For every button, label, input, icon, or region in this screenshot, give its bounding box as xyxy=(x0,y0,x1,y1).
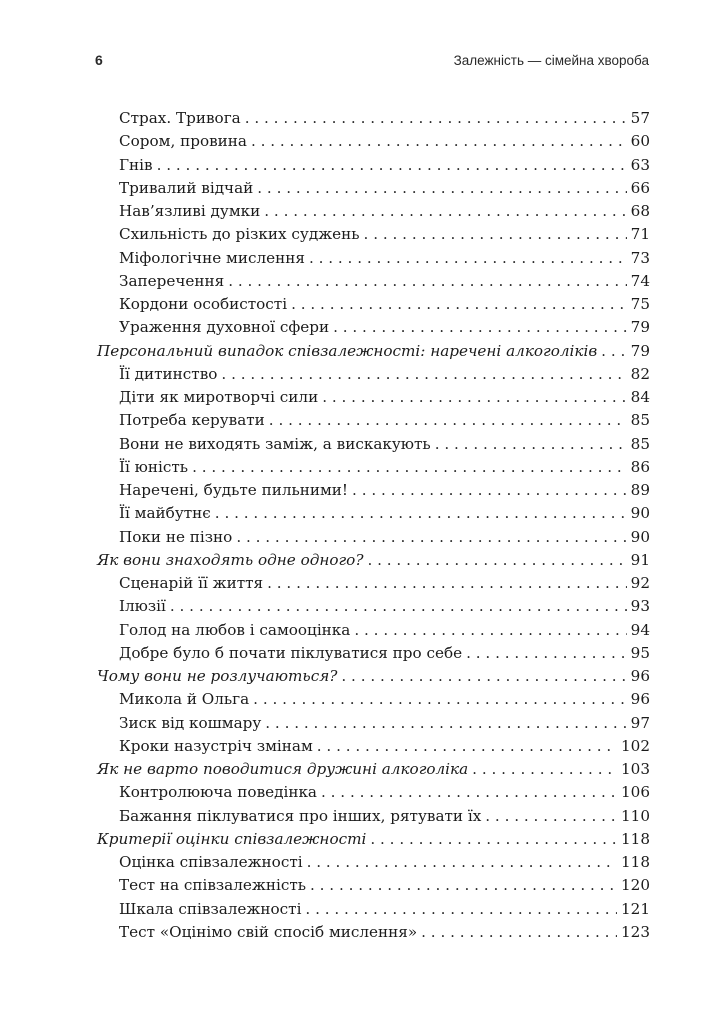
toc-entry-title: Її дитинство xyxy=(119,364,218,383)
toc-section-entry xyxy=(97,549,650,572)
dot-leader xyxy=(157,154,627,177)
toc-section-entry xyxy=(97,340,650,363)
dot-leader xyxy=(421,921,617,944)
dot-leader xyxy=(354,619,626,642)
dot-leader xyxy=(291,293,627,316)
toc-subsection-entry xyxy=(97,456,650,479)
toc-entry-page-number: 66 xyxy=(630,178,650,197)
dot-leader xyxy=(221,363,626,386)
toc-subsection-entry xyxy=(97,386,650,409)
toc-entry-title: Шкала співзалежності xyxy=(119,899,302,918)
toc-subsection-entry xyxy=(97,572,650,595)
toc-entry-title: Вони не виходять заміж, а вискакують xyxy=(119,434,431,453)
toc-entry-title: Як не варто поводитися дружині алкоголіка xyxy=(97,760,469,778)
dot-leader xyxy=(264,200,626,223)
toc-entry-page-number: 63 xyxy=(630,155,650,174)
toc-subsection-entry xyxy=(97,479,650,502)
dot-leader xyxy=(367,549,626,572)
toc-entry-title: Тест «Оцінімо свій спосіб мислення» xyxy=(119,922,418,941)
toc-subsection-entry xyxy=(97,409,650,432)
page-number: 6 xyxy=(95,52,103,68)
toc-entry-page-number: 96 xyxy=(630,690,650,709)
toc-entry-title: Оцінка співзалежності xyxy=(119,853,303,871)
toc-section-entry xyxy=(97,758,650,781)
toc-entry-title: Тест на співзалежність xyxy=(119,876,306,895)
toc-subsection-entry xyxy=(97,177,650,200)
toc-entry-title: Діти як миротворчі сили xyxy=(119,388,319,406)
toc-subsection-entry xyxy=(97,526,650,549)
dot-leader xyxy=(341,665,626,688)
dot-leader xyxy=(228,270,626,293)
dot-leader xyxy=(251,130,627,153)
toc-entry-title: Персональний випадок співзалежності: наречені алкоголіків xyxy=(97,341,598,360)
toc-entry-title: Зиск від кошмару xyxy=(119,713,262,732)
dot-leader xyxy=(601,340,627,363)
dot-leader xyxy=(310,874,617,897)
toc-subsection-entry xyxy=(97,247,650,270)
toc-subsection-entry xyxy=(97,107,650,130)
dot-leader xyxy=(364,223,627,246)
running-title: Залежність — сімейна хвороба xyxy=(453,52,649,68)
toc-entry-title: Ураження духовної сфери xyxy=(119,318,330,337)
toc-subsection-entry xyxy=(97,130,650,153)
toc-subsection-entry xyxy=(97,270,650,293)
toc-entry-title: Микола й Ольга xyxy=(119,690,250,709)
toc-entry-page-number: 94 xyxy=(630,620,650,639)
toc-subsection-entry xyxy=(97,688,650,711)
dot-leader xyxy=(322,386,626,409)
dot-leader xyxy=(321,781,617,804)
toc-subsection-entry xyxy=(97,851,650,874)
toc-entry-title: Поки не пізно xyxy=(119,527,233,546)
toc-subsection-entry xyxy=(97,595,650,618)
toc-entry-page-number: 79 xyxy=(630,341,650,360)
table-of-contents xyxy=(97,107,650,944)
toc-entry-title: Сценарій її життя xyxy=(119,574,264,592)
dot-leader xyxy=(236,526,626,549)
toc-entry-title: Нав’язливі думки xyxy=(119,202,261,220)
toc-subsection-entry xyxy=(97,502,650,525)
toc-entry-page-number: 102 xyxy=(621,736,650,755)
toc-entry-title: Страх. Тривога xyxy=(119,109,241,127)
toc-entry-page-number: 92 xyxy=(630,574,650,592)
toc-subsection-entry xyxy=(97,154,650,177)
toc-section-entry xyxy=(97,665,650,688)
dot-leader xyxy=(269,409,627,432)
toc-entry-page-number: 90 xyxy=(630,527,650,546)
toc-entry-page-number: 57 xyxy=(630,109,650,127)
toc-entry-page-number: 123 xyxy=(621,922,650,941)
toc-subsection-entry xyxy=(97,898,650,921)
toc-entry-title: Кордони особистості xyxy=(119,295,288,313)
toc-entry-page-number: 89 xyxy=(630,481,650,499)
dot-leader xyxy=(485,805,617,828)
dot-leader xyxy=(307,851,617,874)
toc-entry-page-number: 68 xyxy=(630,202,650,220)
toc-entry-page-number: 73 xyxy=(630,248,650,267)
toc-subsection-entry xyxy=(97,735,650,758)
page-header xyxy=(95,50,649,70)
toc-entry-title: Сором, провина xyxy=(119,132,247,151)
toc-entry-page-number: 85 xyxy=(630,434,650,453)
toc-entry-title: Бажання піклуватися про інших, рятувати їх xyxy=(119,806,482,825)
toc-entry-page-number: 60 xyxy=(630,132,650,151)
toc-entry-title: Добре було б почати піклуватися про себе xyxy=(119,643,463,662)
toc-entry-title: Її майбутнє xyxy=(119,504,211,523)
toc-entry-title: Критерії оцінки співзалежності xyxy=(97,829,367,848)
toc-section-entry xyxy=(97,828,650,851)
toc-entry-page-number: 79 xyxy=(630,318,650,337)
toc-subsection-entry xyxy=(97,223,650,246)
toc-entry-page-number: 93 xyxy=(630,597,650,616)
toc-entry-title: Ілюзії xyxy=(119,597,166,616)
toc-entry-page-number: 103 xyxy=(621,760,650,778)
toc-entry-title: Кроки назустріч змінам xyxy=(119,736,313,755)
toc-entry-page-number: 90 xyxy=(630,504,650,523)
toc-entry-page-number: 91 xyxy=(630,550,650,569)
toc-subsection-entry xyxy=(97,316,650,339)
toc-entry-page-number: 75 xyxy=(630,295,650,313)
toc-subsection-entry xyxy=(97,874,650,897)
toc-entry-page-number: 97 xyxy=(630,713,650,732)
toc-subsection-entry xyxy=(97,200,650,223)
dot-leader xyxy=(257,177,626,200)
toc-entry-title: Наречені, будьте пильними! xyxy=(119,481,349,499)
toc-entry-title: Міфологічне мислення xyxy=(119,248,305,267)
dot-leader xyxy=(333,316,627,339)
dot-leader xyxy=(245,107,627,130)
dot-leader xyxy=(265,712,626,735)
toc-subsection-entry xyxy=(97,712,650,735)
dot-leader xyxy=(253,688,627,711)
dot-leader xyxy=(215,502,627,525)
dot-leader xyxy=(370,828,617,851)
toc-entry-page-number: 82 xyxy=(630,364,650,383)
toc-entry-title: Схильність до різких суджень xyxy=(119,225,360,244)
dot-leader xyxy=(317,735,617,758)
toc-subsection-entry xyxy=(97,433,650,456)
toc-subsection-entry xyxy=(97,619,650,642)
toc-entry-title: Гнів xyxy=(119,155,153,174)
toc-subsection-entry xyxy=(97,805,650,828)
toc-entry-title: Її юність xyxy=(119,457,189,476)
dot-leader xyxy=(305,898,617,921)
toc-entry-title: Як вони знаходять одне одного? xyxy=(97,550,364,569)
toc-entry-page-number: 118 xyxy=(621,829,650,848)
toc-entry-page-number: 121 xyxy=(621,899,650,918)
toc-entry-page-number: 84 xyxy=(630,388,650,406)
toc-entry-page-number: 120 xyxy=(621,876,650,895)
toc-subsection-entry xyxy=(97,642,650,665)
toc-entry-page-number: 95 xyxy=(630,643,650,662)
toc-entry-page-number: 71 xyxy=(630,225,650,244)
toc-subsection-entry xyxy=(97,781,650,804)
toc-entry-title: Заперечення xyxy=(119,271,225,290)
dot-leader xyxy=(309,247,627,270)
toc-entry-page-number: 106 xyxy=(621,783,650,802)
toc-subsection-entry xyxy=(97,293,650,316)
toc-entry-page-number: 86 xyxy=(630,457,650,476)
toc-entry-page-number: 110 xyxy=(621,806,650,825)
dot-leader xyxy=(352,479,627,502)
toc-subsection-entry xyxy=(97,921,650,944)
dot-leader xyxy=(466,642,627,665)
dot-leader xyxy=(170,595,627,618)
toc-entry-page-number: 85 xyxy=(630,411,650,430)
toc-entry-page-number: 74 xyxy=(630,271,650,290)
toc-entry-page-number: 96 xyxy=(630,667,650,685)
toc-entry-page-number: 118 xyxy=(621,853,650,871)
dot-leader xyxy=(472,758,617,781)
toc-entry-title: Голод на любов і самооцінка xyxy=(119,620,351,639)
toc-entry-title: Чому вони не розлучаються? xyxy=(97,667,338,685)
dot-leader xyxy=(267,572,627,595)
toc-subsection-entry xyxy=(97,363,650,386)
toc-entry-title: Потреба керувати xyxy=(119,411,265,430)
toc-entry-title: Тривалий відчай xyxy=(119,178,254,197)
dot-leader xyxy=(435,433,627,456)
toc-entry-title: Контролююча поведінка xyxy=(119,783,317,802)
dot-leader xyxy=(192,456,627,479)
